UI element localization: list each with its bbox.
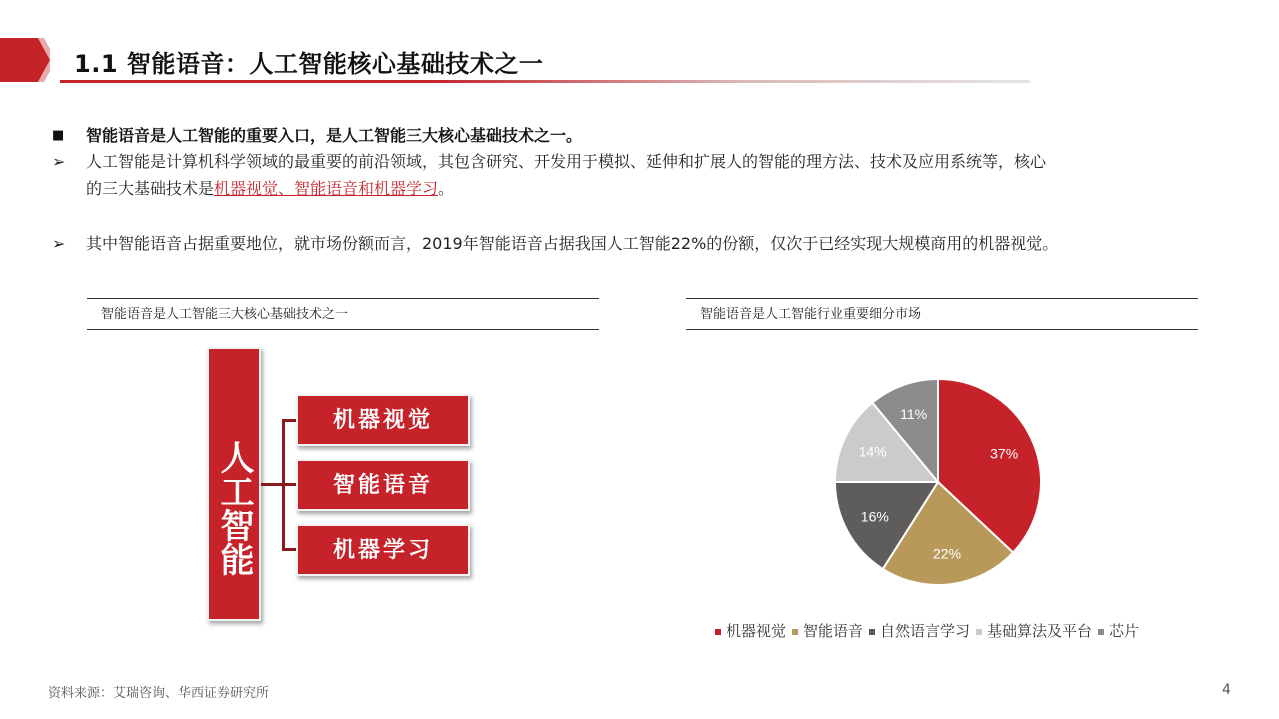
connector-branch-2 — [282, 483, 296, 486]
bullet-text — [86, 148, 1046, 202]
highlighted-technologies: 机器视觉、智能语音和机器学习 — [214, 179, 439, 198]
market-share-pie-chart — [820, 365, 1060, 605]
ai-root-label: 人工智能 — [214, 440, 254, 576]
pie-label-nlp: 16% — [860, 508, 889, 525]
title-underline — [60, 80, 1030, 83]
legend-swatch — [715, 629, 721, 635]
bullet-line-2-suffix: 。 — [438, 179, 455, 198]
legend-label: 自然语言学习 — [880, 622, 971, 640]
legend-label: 机器视觉 — [726, 622, 787, 640]
square-bullet-icon: ■ — [52, 128, 65, 143]
pie-label-machine-vision: 37% — [990, 445, 1019, 462]
legend-label: 基础算法及平台 — [987, 622, 1093, 640]
right-panel-caption: 智能语音是人工智能行业重要细分市场 — [686, 298, 1198, 330]
tech-box-machine-learning: 机器学习 — [296, 524, 470, 576]
page-title: 1.1 智能语音：人工智能核心基础技术之一 — [74, 50, 544, 78]
connector-stem — [261, 483, 283, 486]
ai-root-box — [207, 347, 261, 621]
left-panel-caption: 智能语音是人工智能三大核心基础技术之一 — [87, 298, 599, 330]
legend-item-algorithms-platform — [976, 620, 1092, 641]
pie-legend — [715, 620, 1145, 641]
legend-swatch — [869, 629, 875, 635]
pie-label-smart-voice: 22% — [933, 545, 962, 562]
arrow-bullet-icon: ➢ — [52, 234, 66, 253]
arrow-bullet-icon: ➢ — [52, 152, 66, 171]
bullet-text: 智能语音是人工智能的重要入口，是人工智能三大核心基础技术之一。 — [86, 126, 583, 145]
legend-item-chips — [1098, 620, 1139, 641]
legend-label: 芯片 — [1109, 622, 1140, 640]
legend-swatch — [976, 629, 982, 635]
legend-item-smart-voice — [792, 620, 863, 641]
legend-swatch — [792, 629, 798, 635]
legend-item-machine-vision — [715, 620, 786, 641]
pie-label-chips: 11% — [900, 406, 928, 423]
legend-label: 智能语音 — [803, 622, 864, 640]
tech-box-machine-vision: 机器视觉 — [296, 394, 470, 446]
bullet-text: 其中智能语音占据重要地位，就市场份额而言，2019年智能语音占据我国人工智能22%的份额，仅次于已经实现大规模商用的机器视觉。 — [86, 234, 1059, 253]
bullet-line-2 — [86, 175, 1046, 202]
connector-branch-1 — [282, 419, 296, 422]
bullet-line-1: 人工智能是计算机科学领域的最重要的前沿领域，其包含研究、开发用于模拟、延伸和扩展人的智能的理方法、技术及应用系统等，核心 — [86, 152, 1047, 171]
tech-box-smart-voice: 智能语音 — [296, 459, 470, 511]
bullet-line-2-prefix: 的三大基础技术是 — [86, 179, 215, 198]
source-note: 资料来源：艾瑞咨询、华西证券研究所 — [48, 686, 270, 701]
legend-item-nlp — [869, 620, 970, 641]
page-number: 4 — [1222, 682, 1231, 698]
legend-swatch — [1098, 629, 1104, 635]
connector-branch-3 — [282, 548, 296, 551]
pie-label-algorithms-platform: 14% — [858, 443, 887, 460]
header-accent-tab — [0, 38, 50, 82]
